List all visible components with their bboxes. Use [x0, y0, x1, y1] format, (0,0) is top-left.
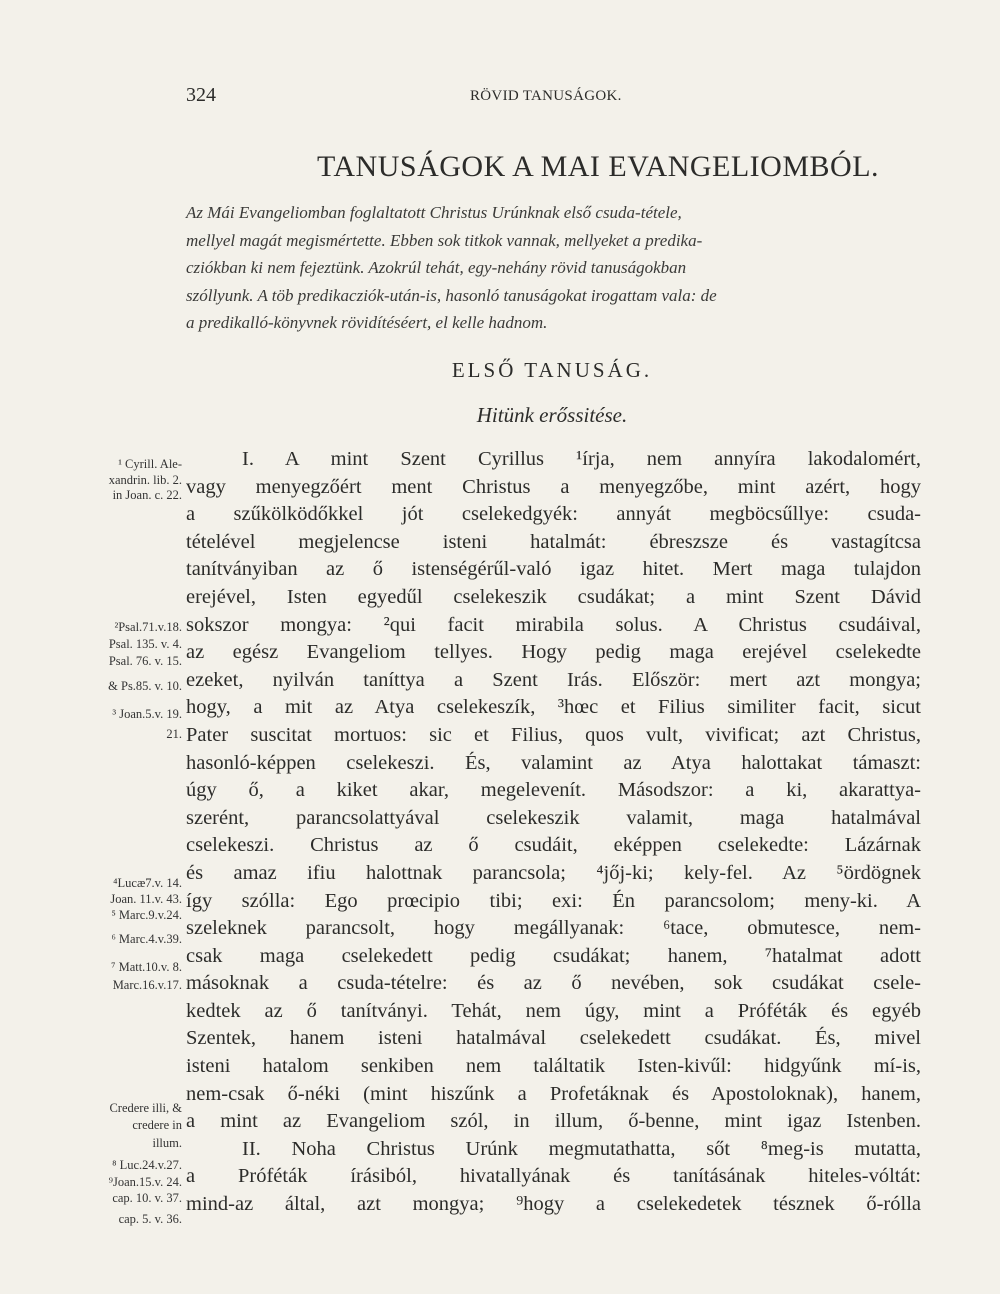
margin-note: Psal. 76. v. 15. — [108, 654, 182, 668]
margin-note: cap. 5. v. 36. — [118, 1212, 182, 1226]
margin-note: Joan. 11.v. 43. — [110, 892, 182, 906]
body-line: isteni hatalom senkiben nem találtatik Isten-kivűl: hidgyűnk mí-is, — [186, 1055, 921, 1078]
body-line: a szűkölködőkkel jót cselekedgyék: annyát megböcsűllye: csuda- — [186, 503, 921, 526]
body-line: csak maga cselekedett pedig csudákat; hanem, ⁷hatalmat adott — [186, 944, 921, 967]
margin-note: cap. 10. v. 37. — [112, 1191, 182, 1205]
margin-note: ⁷ Matt.10.v. 8. — [111, 960, 182, 974]
section-subtitle: Hitünk erőssitése. — [476, 403, 628, 427]
margin-note: ⁶ Marc.4.v.39. — [111, 932, 182, 946]
body-line: Pater suscitat mortuos: sic et Filius, quos vult, vivificat; azt Christus, — [186, 723, 921, 746]
body-text — [186, 446, 921, 1219]
margin-note: credere in — [132, 1118, 182, 1132]
body-line: tételével megjelencse isteni hatalmát: ébreszsze és vastagítcsa — [186, 530, 921, 553]
margin-note: & Ps.85. v. 10. — [108, 679, 182, 693]
body-line: tanítványiban az ő istenségérűl-való igaz hitet. Mert maga tulajdon — [186, 558, 921, 581]
body-line: sokszor mongya: ²qui facit mirabila solus. A Christus csudáival, — [186, 613, 921, 636]
body-line: erejével, Isten egyedűl cselekeszik csudákat; a mint Szent Dávid — [186, 585, 921, 608]
margin-note: Psal. 135. v. 4. — [108, 637, 182, 651]
body-line: a mint az Evangeliom szól, in illum, ő-benne, mint igaz Istenben. — [186, 1110, 921, 1133]
body-line: így szólla: Ego prœcipio tibi; exi: Én parancsolom; meny-ki. A — [186, 889, 921, 912]
body-line: vagy menyegzőért ment Christus a menyegzőbe, mint azért, hogy — [186, 475, 921, 498]
margin-note: in Joan. c. 22. — [112, 488, 182, 502]
intro-line: cziókban ki nem fejeztünk. Azokrúl tehát, egy-nehány rövid tanuságokban — [186, 258, 687, 278]
chapter-title: TANUSÁGOK A MAI EVANGELIOMBÓL. — [316, 150, 880, 183]
body-line: szerént, parancsolattyával cselekeszik valamit, maga hatalmával — [186, 806, 921, 829]
body-line: I. A mint Szent Cyrillus ¹írja, nem annyíra lakodalomért, — [242, 448, 921, 470]
body-line: II. Noha Christus Urúnk megmutathatta, sőt ⁸meg-is mutatta, — [242, 1137, 921, 1160]
margin-note: 21. — [166, 727, 182, 741]
margin-note: Credere illi, & — [109, 1101, 182, 1115]
margin-note: ⁵ Marc.9.v.24. — [111, 908, 182, 922]
body-line: hasonló-képpen cselekeszi. És, valamint az Atya halottakat támaszt: — [186, 751, 921, 774]
body-line: kedtek az ő tanítványi. Tehát, nem úgy, mint a Próféták és egyéb — [186, 999, 921, 1022]
page-number: 324 — [186, 84, 216, 106]
margin-note: ⁹Joan.15.v. 24. — [108, 1175, 182, 1189]
body-line: cselekeszi. Christus az ő csudáit, eképpen cselekedte: Lázárnak — [186, 834, 921, 857]
intro-line: szóllyunk. A töb predikacziók-után-is, hasonló tanuságokat irogattam vala: de — [186, 285, 717, 305]
intro-line: mellyel magát megismértette. Ebben sok titkok vannak, mellyeket a predika- — [186, 230, 703, 250]
intro-paragraph — [186, 202, 918, 340]
body-line: mind-az által, azt mongya; ⁹hogy a cselekedetek tésznek ő-rólla — [186, 1193, 921, 1216]
margin-note: ⁴Lucæ7.v. 14. — [113, 876, 182, 890]
margin-note: Marc.16.v.17. — [112, 978, 182, 992]
margin-note: ⁸ Luc.24.v.27. — [112, 1158, 182, 1172]
margin-note: illum. — [152, 1136, 182, 1150]
body-line: Szentek, hanem isteni hatalmával cselekedett csudákat. És, mivel — [186, 1027, 921, 1050]
body-line: másoknak a csuda-tételre: és az ő nevében, sok csudákat csele- — [186, 972, 921, 995]
intro-line: a predikalló-könyvnek rövidítéséert, el kelle hadnom. — [186, 313, 548, 333]
margin-note: ³ Joan.5.v. 19. — [112, 707, 182, 721]
body-line: az egész Evangeliom tellyes. Hogy pedig maga erejével cselekedte — [186, 641, 921, 664]
body-line: szeleknek parancsolt, hogy megállyanak: ⁶tace, obmutesce, nem- — [186, 917, 921, 940]
intro-line: Az Mái Evangeliomban foglaltatott Christus Urúnknak első csuda-tétele, — [186, 203, 682, 222]
body-line: nem-csak ő-néki (mint hiszűnk a Profetáknak és Apostoloknak), hanem, — [186, 1082, 921, 1105]
running-title: RÖVID TANUSÁGOK. — [470, 88, 622, 104]
body-line: úgy ő, a kiket akar, megelevenít. Másodszor: a ki, akarattya- — [186, 779, 921, 802]
margin-note: ¹ Cyrill. Ale- — [118, 457, 182, 471]
body-line: a Próféták írásiból, hivatallyának és tanításának hiteles-vóltát: — [186, 1165, 921, 1188]
body-line: hogy, a mit az Atya cselekeszík, ³hœc et Filius similiter facit, sicut — [186, 696, 921, 719]
body-line: ezeket, nyilván taníttya a Szent Irás. Először: mert azt mongya; — [186, 668, 921, 691]
margin-note: ²Psal.71.v.18. — [114, 620, 182, 634]
body-line: és amaz ifiu halottnak parancsola; ⁴jőj-ki; kely-fel. Az ⁵ördögnek — [186, 861, 921, 884]
section-title: ELSŐ TANUSÁG. — [451, 358, 653, 382]
margin-note: xandrin. lib. 2. — [108, 473, 182, 487]
